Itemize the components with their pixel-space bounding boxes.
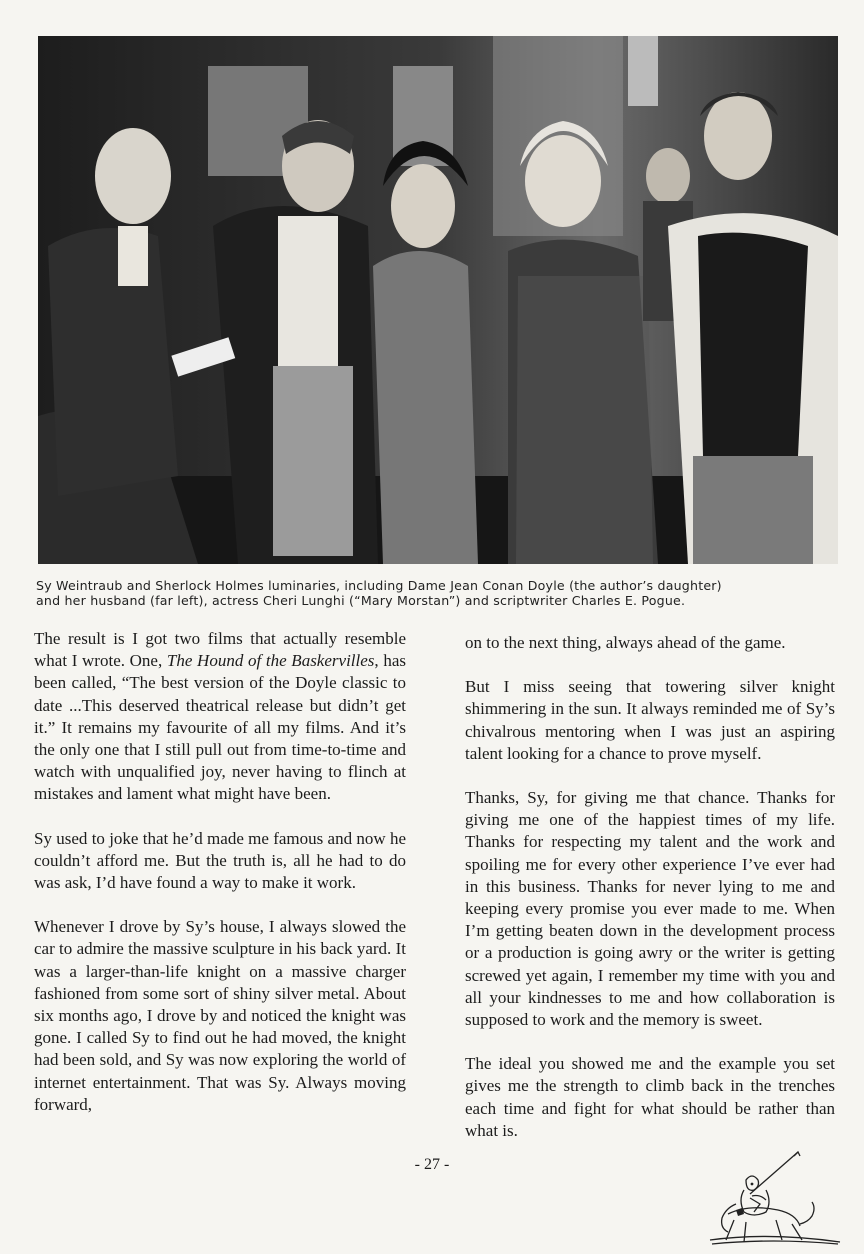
knight-on-horse-icon — [706, 1150, 842, 1246]
group-photo-icon — [38, 36, 838, 564]
photo-caption — [36, 578, 836, 608]
paragraph-3: Whenever I drove by Sy’s house, I always slowed the car to admire the massive sculpture in his back yard. It was a larger-than-life knight on a massive charger fashioned from some sort of shiny silver metal. About six months ago, I drove by and noticed the knight was gone. I called Sy to find out he had moved, the knight had been sold, and Sy was now exploring the world of internet entertainment. That was Sy. Always moving forward, — [34, 917, 406, 1114]
paragraph-7: The ideal you showed me and the example you set gives me the strength to climb back in the trenches each time and fight for what should be rather than what is. — [465, 1054, 835, 1140]
page-number: - 27 - — [414, 1156, 450, 1173]
group-photo — [38, 36, 838, 564]
paragraph-2: Sy used to joke that he’d made me famous and now he couldn’t afford me. But the truth is, all he had to do was ask, I’d have found a way to make it work. — [34, 828, 406, 893]
caption-line-1: Sy Weintraub and Sherlock Holmes luminaries, including Dame Jean Conan Doyle (the author’s daughter) — [36, 578, 722, 593]
paragraph-5: But I miss seeing that towering silver knight shimmering in the sun. It always reminded me of Sy’s chivalrous mentoring when I was just an aspiring talent looking for a chance to prove myself. — [465, 677, 835, 763]
left-column — [34, 628, 406, 1116]
paragraph-1-end: , has been called, “The best version of the Doyle classic to date ...This deserved theatrical release but didn’t get it.” It remains my favourite of all my films. And it’s the only one that I still pull out from time-to-time and watch with unqualified joy, never having to flinch at mistakes and lament what might have been. — [34, 651, 406, 804]
paragraph-1 — [34, 628, 406, 806]
paragraph-1-start: The result is I got two films that actually resemble what I wrote. One, — [34, 629, 406, 671]
paragraph-6: Thanks, Sy, for giving me that chance. Thanks for giving me one of the happiest times of my life. Thanks for respecting my talent and the work and spoiling me for every other experience I’ve ever had in this business. Thanks for never lying to me and keeping every promise you ever made to me. When I’m getting beaten down in the development process or a production is going awry or the writer is getting screwed yet again, I remember my time with you and all your kindnesses to me and how collaboration is supposed to work and the memory is sweet. — [465, 788, 835, 1030]
right-column — [465, 632, 835, 1142]
paragraph-4: on to the next thing, always ahead of the game. — [465, 633, 786, 652]
caption-line-2: and her husband (far left), actress Cheri Lunghi (“Mary Morstan”) and scriptwriter Charles E. Pogue. — [36, 593, 686, 608]
film-title: The Hound of the Baskervilles — [166, 651, 375, 671]
